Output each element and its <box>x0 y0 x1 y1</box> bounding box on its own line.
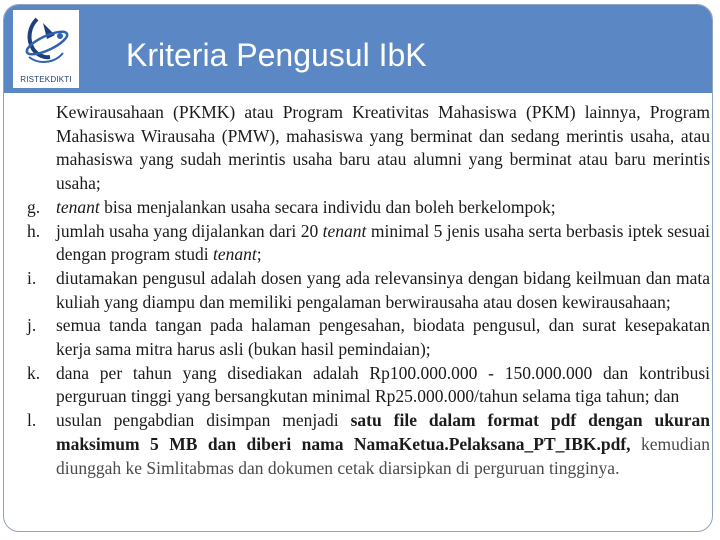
item-text <box>56 220 710 267</box>
item-letter: k. <box>27 362 41 383</box>
page-title: Kriteria Pengusul IbK <box>126 37 427 73</box>
item-text <box>56 267 710 314</box>
item-text <box>56 362 710 409</box>
item-segment: jumlah usaha yang dijalankan dari 20 <box>56 220 323 241</box>
item-segment: diutamakan pengusul adalah dosen yang ada relevansinya dengan bidang keilmuan dan mata kuliah yang diampu dan memiliki pengalaman berwirausaha atau dosen kewirausahaan; <box>56 267 710 312</box>
item-segment: kemudian diunggah ke Simlitabmas dan dokumen cetak diarsipkan di perguruan tingginya. <box>56 433 710 478</box>
item-segment: Kewirausahaan (PKMK) atau Program Kreativitas Mahasiswa (PKM) lainnya, Program Mahasiswa Wirausaha (PMW), mahasiswa yang berminat dan sedang merintis usaha, atau mahasiswa yang sudah merintis usaha baru atau alumni yang berminat atau baru merintis usaha; <box>56 102 710 194</box>
list-item <box>22 409 710 480</box>
list-item <box>22 267 710 314</box>
item-segment: dana per tahun yang disediakan adalah Rp100.000.000 - 150.000.000 dan kontribusi perguruan tinggi yang bersangkutan minimal Rp25.000.000/tahun selama tiga tahun; dan <box>56 362 710 407</box>
ristekdikti-logo-icon <box>17 13 75 73</box>
item-text <box>56 101 710 196</box>
item-segment: tenant <box>212 244 257 265</box>
item-letter: j. <box>27 315 37 336</box>
item-letter: g. <box>27 196 41 217</box>
item-letter: l. <box>27 410 37 431</box>
header-bar <box>4 5 712 93</box>
item-segment: minimal 5 jenis usaha serta berbasis iptek sesuai dengan program studi <box>56 220 710 265</box>
item-segment: semua tanda tangan pada halaman pengesahan, biodata pengusul, dan surat kesepakatan kerja sama mitra harus asli (bukan hasil pemindaian); <box>56 315 710 360</box>
item-text <box>56 314 710 361</box>
item-segment-bold: satu file dalam format pdf dengan ukuran maksimum 5 MB dan diberi nama NamaKetua.Pelaksana_PT_IBK.pdf, <box>56 410 710 454</box>
slide <box>3 4 713 532</box>
list-item <box>22 101 710 196</box>
item-text <box>56 196 710 220</box>
logo <box>13 10 79 88</box>
list-item <box>22 314 710 361</box>
item-segment: usulan pengabdian disimpan menjadi <box>56 410 351 431</box>
item-segment: tenant <box>56 196 100 217</box>
item-segment: bisa menjalankan usaha secara individu dan boleh berkelompok; <box>99 196 556 217</box>
logo-text: RISTEKDIKTI <box>20 75 72 84</box>
criteria-list <box>22 101 710 480</box>
item-segment: ; <box>256 244 262 265</box>
item-text <box>56 409 710 480</box>
list-item <box>22 220 710 267</box>
document-image <box>22 101 710 517</box>
list-item <box>22 362 710 409</box>
item-segment: tenant <box>322 220 367 241</box>
item-letter: i. <box>27 267 37 288</box>
list-item <box>22 196 710 220</box>
item-letter: h. <box>27 220 41 241</box>
